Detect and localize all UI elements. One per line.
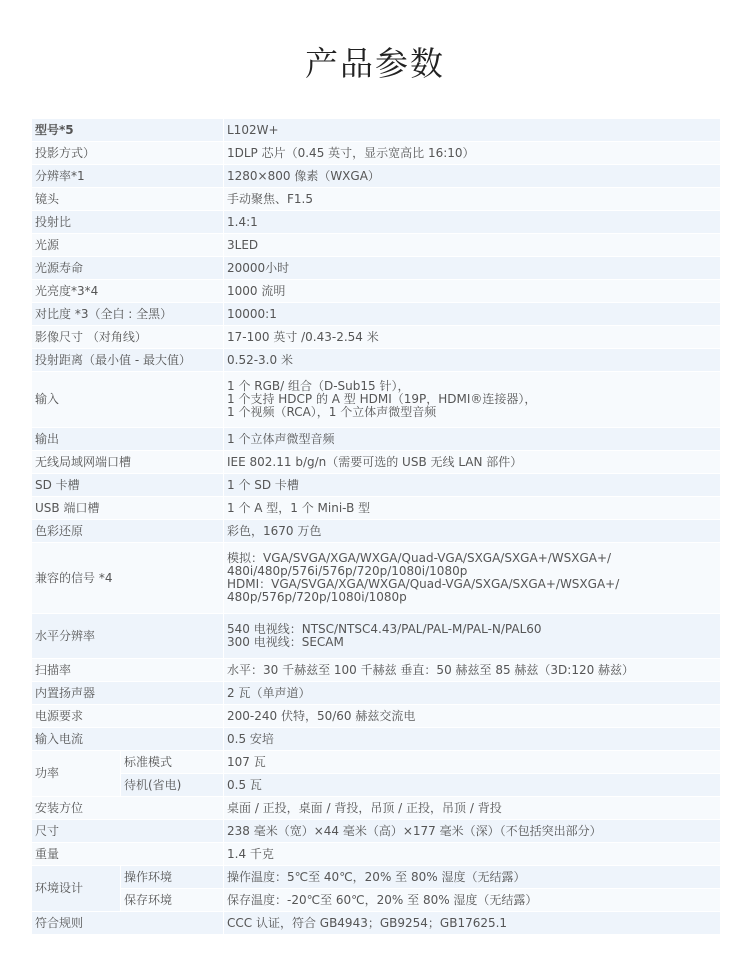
spec-sublabel: 保存环境 xyxy=(121,889,224,912)
spec-label: 输入电流 xyxy=(32,728,224,751)
spec-value: 1000 流明 xyxy=(224,280,721,303)
table-row xyxy=(32,188,721,211)
spec-label: 投射距离（最小值 - 最大值） xyxy=(32,349,224,372)
table-row xyxy=(32,119,721,142)
spec-label: USB 端口槽 xyxy=(32,497,224,520)
spec-label: 光源 xyxy=(32,234,224,257)
spec-label: 扫描率 xyxy=(32,659,224,682)
spec-label: 分辨率*1 xyxy=(32,165,224,188)
spec-value: 操作温度：5℃至 40℃，20% 至 80% 湿度（无结露） xyxy=(224,866,721,889)
spec-label: 镜头 xyxy=(32,188,224,211)
value-line: 1 个 RGB/ 组合（D-Sub15 针）， xyxy=(227,379,410,393)
spec-sublabel: 操作环境 xyxy=(121,866,224,889)
page-title: 产品参数 xyxy=(305,44,445,83)
spec-value: 1 个 A 型，1 个 Mini-B 型 xyxy=(224,497,721,520)
spec-label: 光源寿命 xyxy=(32,257,224,280)
spec-label: 对比度 *3（全白 : 全黑） xyxy=(32,303,224,326)
spec-value: 1 个立体声微型音频 xyxy=(224,428,721,451)
spec-value: 1 个 SD 卡槽 xyxy=(224,474,721,497)
table-row xyxy=(32,497,721,520)
spec-value: 0.5 安培 xyxy=(224,728,721,751)
spec-value: 0.5 瓦 xyxy=(224,774,721,797)
spec-sublabel: 待机(省电) xyxy=(121,774,224,797)
spec-value: 1.4:1 xyxy=(224,211,721,234)
table-row xyxy=(32,165,721,188)
spec-label: 尺寸 xyxy=(32,820,224,843)
spec-sublabel: 标准模式 xyxy=(121,751,224,774)
spec-value: IEE 802.11 b/g/n（需要可选的 USB 无线 LAN 部件） xyxy=(224,451,721,474)
value-line: 480p/576p/720p/1080i/1080p xyxy=(227,590,407,604)
spec-value: 水平：30 千赫兹至 100 千赫兹 垂直：50 赫兹至 85 赫兹（3D:120 赫兹） xyxy=(224,659,721,682)
table-row xyxy=(32,659,721,682)
spec-label: 投射比 xyxy=(32,211,224,234)
spec-value: L102W+ xyxy=(224,119,721,142)
value-line: 模拟：VGA/SVGA/XGA/WXGA/Quad-VGA/SXGA/SXGA+/WSXGA+/ xyxy=(227,551,612,565)
spec-value: 1DLP 芯片（0.45 英寸，显示宽高比 16:10） xyxy=(224,142,721,165)
spec-value: 手动聚焦、F1.5 xyxy=(224,188,721,211)
spec-label: 符合规则 xyxy=(32,912,224,935)
spec-label: 输出 xyxy=(32,428,224,451)
value-line: HDMI：VGA/SVGA/XGA/WXGA/Quad-VGA/SXGA/SXGA+/WSXGA+/ xyxy=(227,577,620,591)
table-row xyxy=(32,280,721,303)
spec-label: 安装方位 xyxy=(32,797,224,820)
spec-value: 保存温度：-20℃至 60℃，20% 至 80% 湿度（无结露） xyxy=(224,889,721,912)
table-row xyxy=(32,820,721,843)
spec-label: 色彩还原 xyxy=(32,520,224,543)
table-row xyxy=(32,866,721,889)
table-row xyxy=(32,705,721,728)
table-row xyxy=(32,774,721,797)
spec-label: 投影方式） xyxy=(32,142,224,165)
spec-value: 17-100 英寸 /0.43-2.54 米 xyxy=(224,326,721,349)
spec-label: 重量 xyxy=(32,843,224,866)
value-line: 300 电视线：SECAM xyxy=(227,635,344,649)
spec-value: 3LED xyxy=(224,234,721,257)
spec-label: 电源要求 xyxy=(32,705,224,728)
spec-value xyxy=(224,614,721,659)
table-row xyxy=(32,797,721,820)
table-row xyxy=(32,349,721,372)
table-row xyxy=(32,912,721,935)
table-row xyxy=(32,728,721,751)
spec-value: 彩色，1670 万色 xyxy=(224,520,721,543)
table-row xyxy=(32,614,721,659)
spec-value xyxy=(224,543,721,614)
table-row xyxy=(32,451,721,474)
spec-value: CCC 认证，符合 GB4943；GB9254；GB17625.1 xyxy=(224,912,721,935)
table-row xyxy=(32,428,721,451)
table-row xyxy=(32,234,721,257)
table-row xyxy=(32,211,721,234)
table-row xyxy=(32,682,721,705)
spec-table xyxy=(31,118,721,935)
spec-value: 1.4 千克 xyxy=(224,843,721,866)
spec-value: 107 瓦 xyxy=(224,751,721,774)
table-row xyxy=(32,520,721,543)
table-row xyxy=(32,142,721,165)
table-row xyxy=(32,326,721,349)
spec-value: 10000:1 xyxy=(224,303,721,326)
spec-value: 1280×800 像素（WXGA） xyxy=(224,165,721,188)
value-line: 540 电视线：NTSC/NTSC4.43/PAL/PAL-M/PAL-N/PAL60 xyxy=(227,622,542,636)
spec-value: 238 毫米（宽）×44 毫米（高）×177 毫米（深）（不包括突出部分） xyxy=(224,820,721,843)
spec-label: 环境设计 xyxy=(32,866,121,912)
spec-value: 桌面 / 正投，桌面 / 背投，吊顶 / 正投，吊顶 / 背投 xyxy=(224,797,721,820)
table-row xyxy=(32,303,721,326)
spec-value: 20000小时 xyxy=(224,257,721,280)
table-row xyxy=(32,543,721,614)
table-row xyxy=(32,474,721,497)
spec-value: 2 瓦（单声道） xyxy=(224,682,721,705)
spec-label: 影像尺寸 （对角线） xyxy=(32,326,224,349)
spec-label: SD 卡槽 xyxy=(32,474,224,497)
table-row xyxy=(32,372,721,428)
spec-label: 型号*5 xyxy=(32,119,224,142)
spec-label: 光亮度*3*4 xyxy=(32,280,224,303)
spec-label: 水平分辨率 xyxy=(32,614,224,659)
spec-label: 无线局域网端口槽 xyxy=(32,451,224,474)
spec-value xyxy=(224,372,721,428)
table-row xyxy=(32,751,721,774)
table-row xyxy=(32,889,721,912)
spec-label: 内置扬声器 xyxy=(32,682,224,705)
spec-label: 兼容的信号 *4 xyxy=(32,543,224,614)
value-line: 1 个支持 HDCP 的 A 型 HDMI（19P，HDMI®连接器）， xyxy=(227,392,537,406)
table-row xyxy=(32,257,721,280)
value-line: 1 个视频（RCA），1 个立体声微型音频 xyxy=(227,405,437,419)
spec-label: 输入 xyxy=(32,372,224,428)
spec-label: 功率 xyxy=(32,751,121,797)
value-line: 480i/480p/576i/576p/720p/1080i/1080p xyxy=(227,564,468,578)
spec-value: 0.52-3.0 米 xyxy=(224,349,721,372)
table-row xyxy=(32,843,721,866)
spec-value: 200-240 伏特，50/60 赫兹交流电 xyxy=(224,705,721,728)
